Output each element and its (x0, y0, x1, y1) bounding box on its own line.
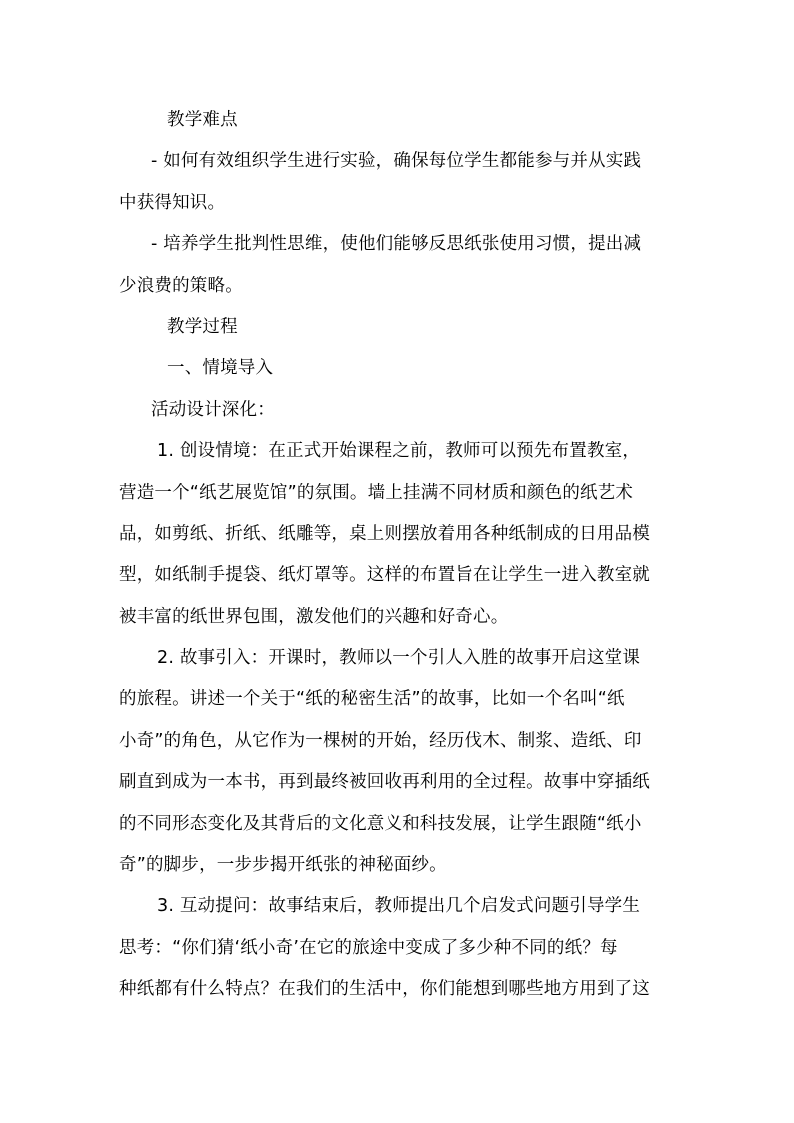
text-line: 被丰富的纸世界包围，激发他们的兴趣和好奇心。 (119, 606, 509, 627)
text-line: 刷直到成为一本书，再到最终被回收再利用的全过程。故事中穿插纸 (119, 772, 650, 793)
text-line: 小奇”的角色，从它作为一棵树的开始，经历伐木、制浆、造纸、印 (119, 730, 642, 751)
text-line: 奇”的脚步，一步步揭开纸张的神秘面纱。 (119, 855, 447, 876)
text-line: 种纸都有什么特点？在我们的生活中，你们能想到哪些地方用到了这 (119, 979, 650, 1000)
text-line: 中获得知识。 (119, 192, 226, 213)
text-line: 的不同形态变化及其背后的文化意义和科技发展，让学生跟随“纸小 (119, 813, 642, 834)
text-line: 3. 互动提问：故事结束后，教师提出几个启发式问题引导学生 (157, 896, 641, 917)
text-line: 教学难点 (167, 110, 238, 130)
text-line: 一、情境导入 (167, 358, 274, 379)
text-line: 品，如剪纸、折纸、纸雕等，桌上则摆放着用各种纸制成的日用品模 (119, 523, 650, 544)
text-line: 少浪费的策略。 (119, 275, 243, 296)
text-line: 活动设计深化： (151, 399, 275, 420)
text-line: 型，如纸制手提袋、纸灯罩等。这样的布置旨在让学生一进入教室就 (119, 565, 650, 586)
document-body (119, 100, 685, 1011)
text-line: 2. 故事引入：开课时，教师以一个引人入胜的故事开启这堂课 (157, 648, 641, 669)
text-line: 1. 创设情境：在正式开始课程之前，教师可以预先布置教室， (157, 441, 641, 462)
text-line: - 如何有效组织学生进行实验，确保每位学生都能参与并从实践 (151, 151, 642, 172)
text-line: 营造一个“纸艺展览馆”的氛围。墙上挂满不同材质和颜色的纸艺术 (119, 482, 634, 503)
text-line: - 培养学生批判性思维，使他们能够反思纸张使用习惯，提出减 (151, 234, 642, 255)
text-line: 教学过程 (167, 316, 238, 337)
text-line: 的旅程。讲述一个关于“纸的秘密生活”的故事，比如一个名叫“纸 (119, 689, 625, 710)
text-line: 思考：“你们猜‘纸小奇’在它的旅途中变成了多少种不同的纸？每 (119, 937, 618, 958)
